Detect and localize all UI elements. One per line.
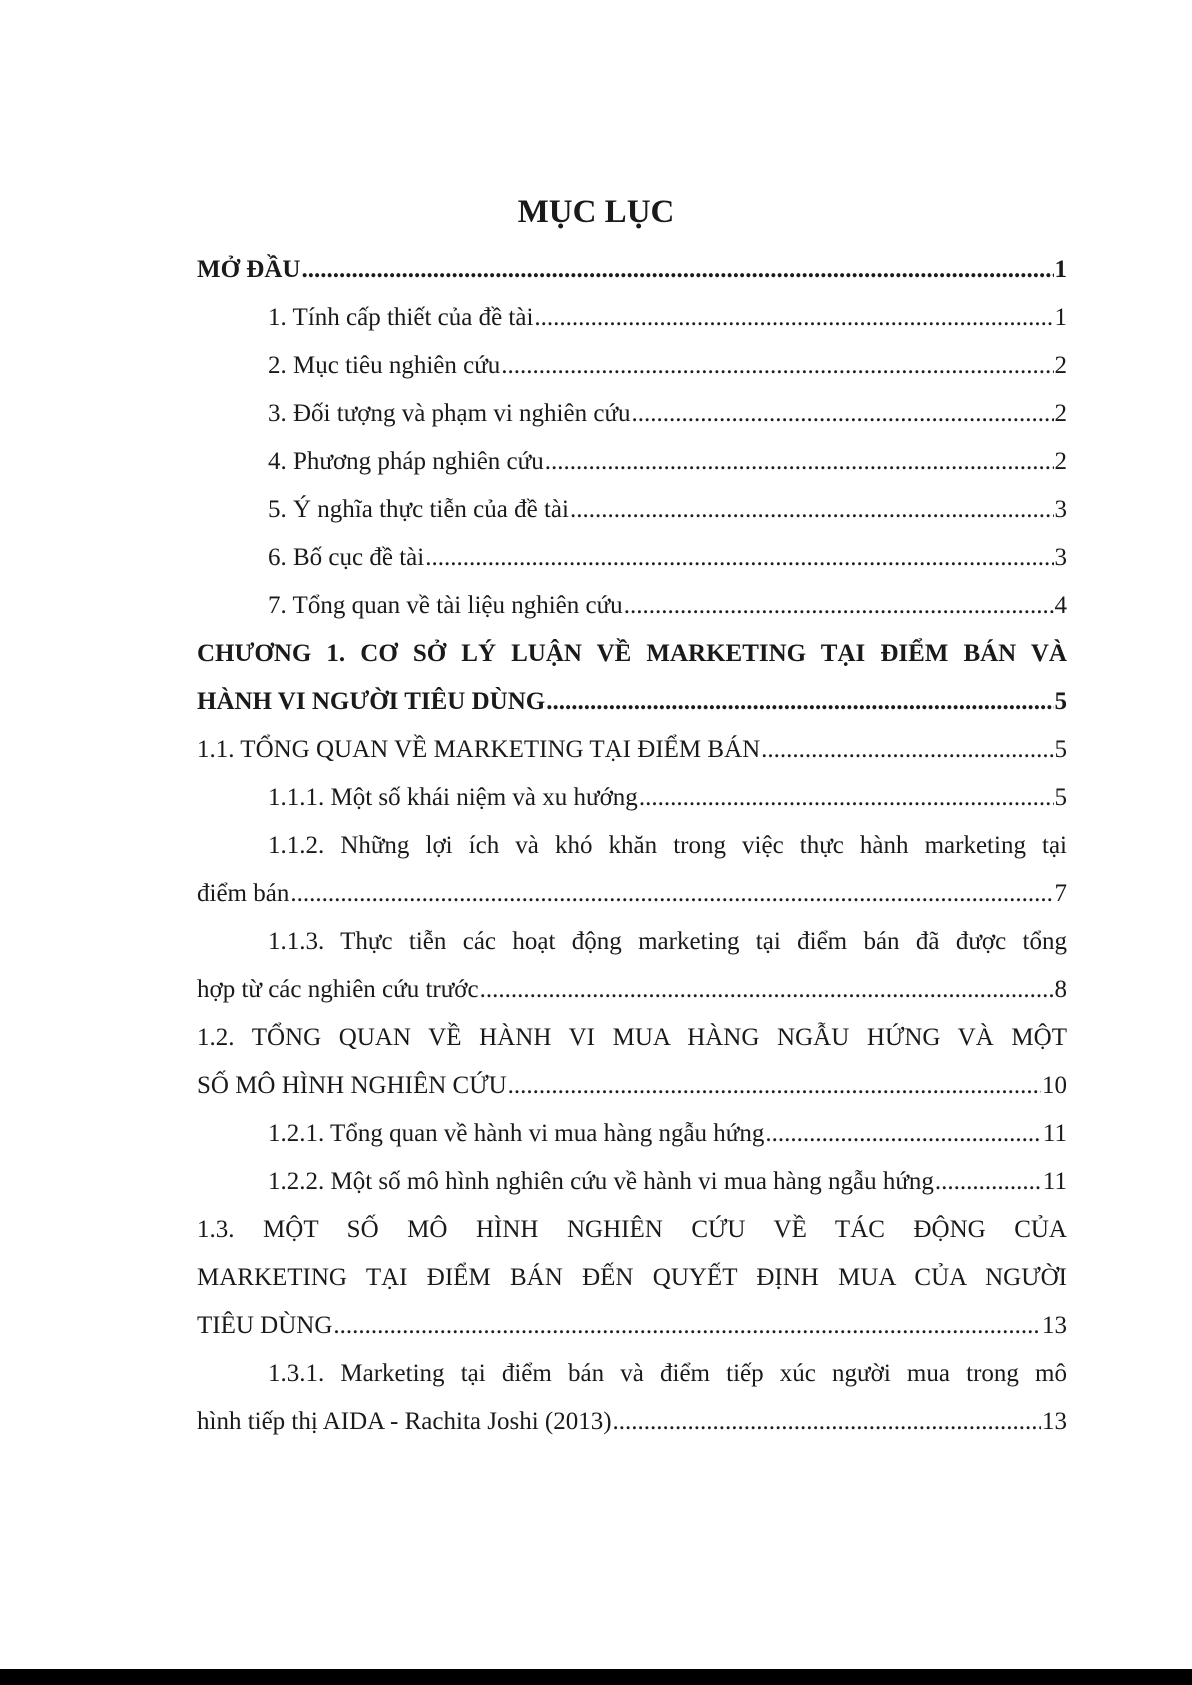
leader-dots <box>508 1062 1041 1110</box>
toc-entry-7[interactable] <box>197 582 1067 630</box>
toc-entry-page: 8 <box>1054 976 1067 1003</box>
toc-entry-text: 4. Phương pháp nghiên cứu <box>268 448 544 475</box>
toc-entry-1-2-2[interactable] <box>197 1158 1067 1206</box>
toc-entry-text: 1.2.1. Tổng quan về hành vi mua hàng ngẫu hứng <box>268 1120 765 1147</box>
leader-dots <box>765 1110 1042 1158</box>
toc-entry-text: điểm bán <box>197 880 290 907</box>
leader-dots <box>425 534 1053 582</box>
leader-dots <box>613 1398 1041 1446</box>
toc-entry-1-1-2[interactable] <box>197 870 1067 918</box>
toc-entry-1-3-line1[interactable]: 1.3. MỘT SỐ MÔ HÌNH NGHIÊN CỨU VỀ TÁC ĐỘNG CỦA <box>197 1216 1067 1243</box>
toc-entry-page: 4 <box>1054 592 1067 619</box>
toc-entry-1-2-1[interactable] <box>197 1110 1067 1158</box>
toc-entry-page: 5 <box>1054 736 1067 763</box>
leader-dots <box>546 678 1053 726</box>
toc-entry-text: 1. Tính cấp thiết của đề tài <box>268 304 534 331</box>
toc-entry-2[interactable] <box>197 342 1067 390</box>
toc-entry-1-2[interactable] <box>197 1062 1067 1110</box>
toc-entry-text: TIÊU DÙNG <box>197 1312 333 1339</box>
leader-dots <box>632 390 1054 438</box>
table-of-contents <box>197 246 1067 1446</box>
toc-entry-1-3-1-line1[interactable]: 1.3.1. Marketing tại điểm bán và điểm tiếp xúc người mua trong mô <box>268 1360 1067 1387</box>
toc-entry-1-1-1[interactable] <box>197 774 1067 822</box>
toc-entry-3[interactable] <box>197 390 1067 438</box>
leader-dots <box>534 294 1053 342</box>
toc-entry-1-1-3-line1[interactable]: 1.1.3. Thực tiễn các hoạt động marketing tại điểm bán đã được tổng <box>268 928 1067 955</box>
toc-entry-page: 7 <box>1054 880 1067 907</box>
toc-entry-text: 3. Đối tượng và phạm vi nghiên cứu <box>268 400 631 427</box>
toc-entry-page: 5 <box>1054 784 1067 811</box>
toc-entry-text: 7. Tổng quan về tài liệu nghiên cứu <box>268 592 623 619</box>
leader-dots <box>761 726 1053 774</box>
toc-entry-1-3-1[interactable] <box>197 1398 1067 1446</box>
toc-entry-1-1-2-line1[interactable]: 1.1.2. Những lợi ích và khó khăn trong việc thực hành marketing tại <box>268 832 1067 859</box>
toc-entry-text: MỞ ĐẦU <box>197 256 301 283</box>
toc-entry-4[interactable] <box>197 438 1067 486</box>
toc-entry-text: hình tiếp thị AIDA - Rachita Joshi (2013) <box>197 1408 612 1435</box>
toc-entry-mo-dau[interactable] <box>197 246 1067 294</box>
toc-entry-page: 10 <box>1042 1072 1067 1099</box>
toc-entry-page: 2 <box>1054 400 1067 427</box>
leader-dots <box>545 438 1054 486</box>
toc-entry-text: hợp từ các nghiên cứu trước <box>197 976 479 1003</box>
leader-dots <box>290 870 1053 918</box>
toc-entry-page: 1 <box>1054 304 1067 331</box>
toc-entry-page: 1 <box>1054 256 1067 283</box>
toc-entry-1-1[interactable] <box>197 726 1067 774</box>
toc-entry-text: HÀNH VI NGƯỜI TIÊU DÙNG <box>197 688 546 715</box>
leader-dots <box>501 342 1053 390</box>
leader-dots <box>480 966 1054 1014</box>
toc-entry-text: 1.2.2. Một số mô hình nghiên cứu về hành vi mua hàng ngẫu hứng <box>268 1168 934 1195</box>
toc-entry-1-2-line1[interactable]: 1.2. TỔNG QUAN VỀ HÀNH VI MUA HÀNG NGẪU HỨNG VÀ MỘT <box>197 1024 1067 1051</box>
leader-dots <box>333 1302 1041 1350</box>
toc-entry-page: 13 <box>1042 1408 1067 1435</box>
toc-entry-page: 11 <box>1042 1168 1067 1195</box>
leader-dots <box>570 486 1054 534</box>
toc-entry-text: 1.1. TỔNG QUAN VỀ MARKETING TẠI ĐIỂM BÁN <box>197 736 761 763</box>
toc-entry-text: 1.1.1. Một số khái niệm và xu hướng <box>268 784 638 811</box>
toc-entry-1-3-line2[interactable]: MARKETING TẠI ĐIỂM BÁN ĐẾN QUYẾT ĐỊNH MUA CỦA NGƯỜI <box>197 1264 1067 1291</box>
toc-entry-6[interactable] <box>197 534 1067 582</box>
page-bottom-edge <box>0 1669 1192 1685</box>
toc-entry-chapter-1-line1[interactable]: CHƯƠNG 1. CƠ SỞ LÝ LUẬN VỀ MARKETING TẠI ĐIỂM BÁN VÀ <box>197 640 1067 667</box>
toc-entry-text: 6. Bố cục đề tài <box>268 544 425 571</box>
toc-entry-text: 5. Ý nghĩa thực tiễn của đề tài <box>268 496 569 523</box>
toc-entry-page: 3 <box>1054 544 1067 571</box>
toc-entry-text: 2. Mục tiêu nghiên cứu <box>268 352 501 379</box>
toc-entry-text: SỐ MÔ HÌNH NGHIÊN CỨU <box>197 1072 507 1099</box>
toc-entry-page: 5 <box>1054 688 1067 715</box>
toc-entry-page: 2 <box>1054 448 1067 475</box>
toc-entry-chapter-1[interactable] <box>197 678 1067 726</box>
toc-entry-5[interactable] <box>197 486 1067 534</box>
leader-dots <box>639 774 1054 822</box>
leader-dots <box>624 582 1054 630</box>
toc-entry-1[interactable] <box>197 294 1067 342</box>
toc-entry-1-3[interactable] <box>197 1302 1067 1350</box>
toc-entry-1-1-3[interactable] <box>197 966 1067 1014</box>
leader-dots <box>301 246 1053 294</box>
toc-entry-page: 3 <box>1054 496 1067 523</box>
toc-entry-page: 11 <box>1042 1120 1067 1147</box>
leader-dots <box>935 1158 1042 1206</box>
toc-title: MỤC LỤC <box>517 194 675 230</box>
toc-entry-page: 2 <box>1054 352 1067 379</box>
toc-entry-page: 13 <box>1042 1312 1067 1339</box>
